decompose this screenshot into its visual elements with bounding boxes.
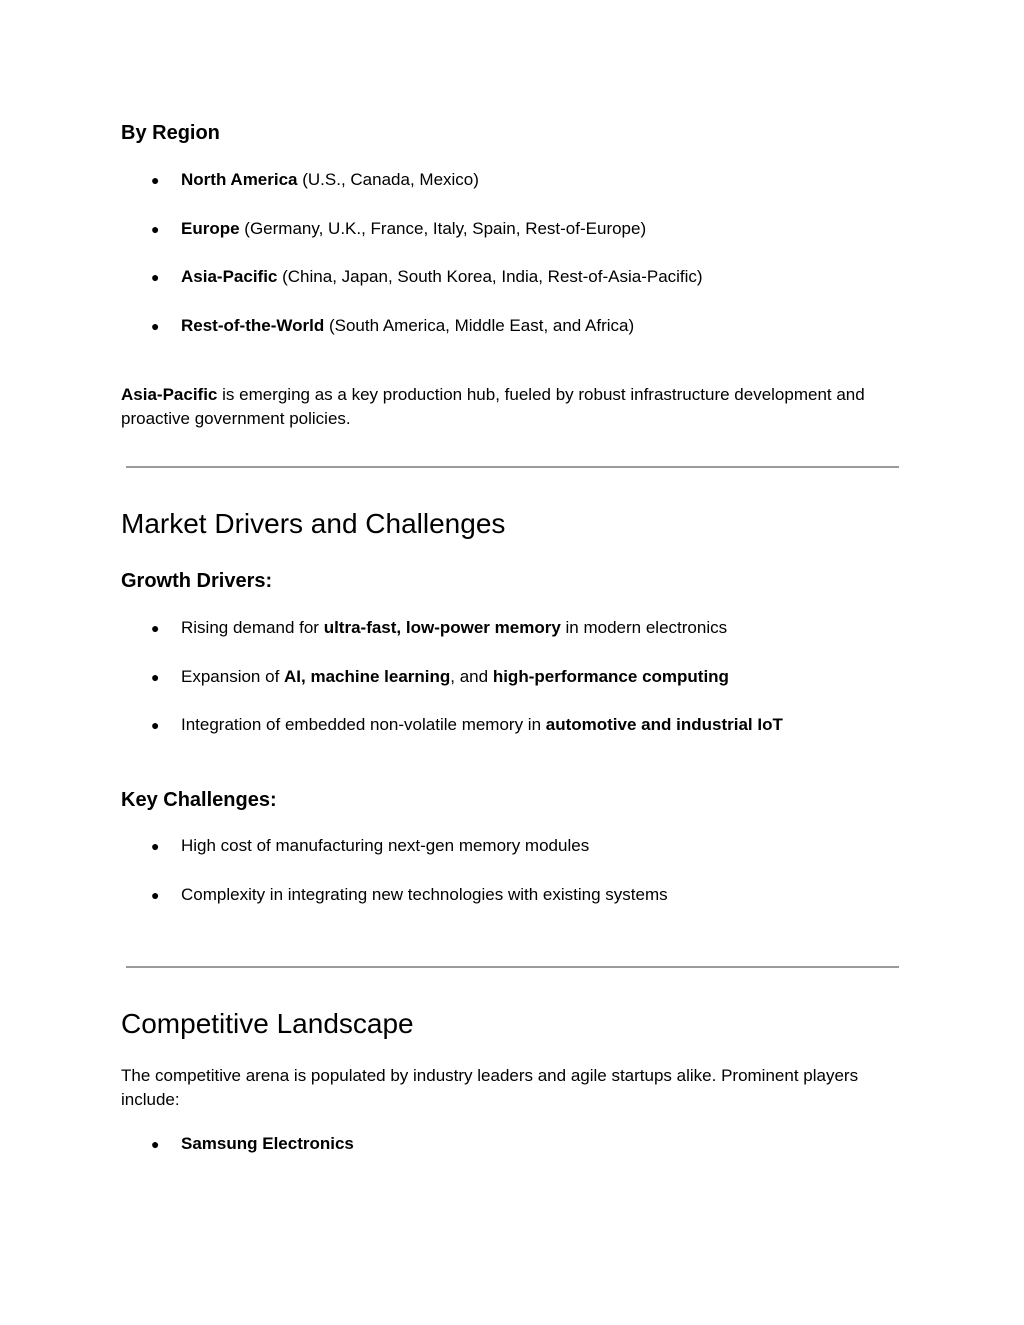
region-countries: (South America, Middle East, and Africa) bbox=[324, 316, 635, 335]
drivers-section-heading: Market Drivers and Challenges bbox=[121, 508, 506, 539]
growth-drivers-heading: Growth Drivers: bbox=[121, 570, 273, 592]
bullet-icon: ● bbox=[151, 838, 160, 854]
competitive-intro: The competitive arena is populated by industry leaders and agile startups alike. Prominent players include: bbox=[121, 1066, 859, 1109]
driver-text: in modern electronics bbox=[560, 618, 728, 637]
driver-emphasis: AI, machine learning bbox=[284, 667, 451, 686]
region-note-bold: Asia-Pacific bbox=[121, 385, 218, 404]
region-name: North America bbox=[181, 170, 298, 189]
bullet-icon: ● bbox=[151, 669, 160, 685]
region-countries: (China, Japan, South Korea, India, Rest-of-Asia-Pacific) bbox=[277, 267, 703, 286]
challenge-text: Complexity in integrating new technologies with existing systems bbox=[181, 885, 668, 904]
region-countries: (U.S., Canada, Mexico) bbox=[297, 170, 479, 189]
player-name: Samsung Electronics bbox=[181, 1134, 354, 1153]
bullet-icon: ● bbox=[151, 172, 160, 188]
driver-text: , and bbox=[450, 667, 493, 686]
driver-emphasis: automotive and industrial IoT bbox=[545, 715, 783, 734]
bullet-icon: ● bbox=[151, 1136, 160, 1152]
region-countries: (Germany, U.K., France, Italy, Spain, Rest-of-Europe) bbox=[239, 219, 647, 238]
driver-emphasis: ultra-fast, low-power memory bbox=[323, 618, 561, 637]
bullet-icon: ● bbox=[151, 717, 160, 733]
bullet-icon: ● bbox=[151, 620, 160, 636]
driver-emphasis: high-performance computing bbox=[492, 667, 729, 686]
region-note-text: is emerging as a key production hub, fueled by robust infrastructure development and proactive government policies. bbox=[121, 385, 865, 428]
horizontal-divider bbox=[126, 966, 899, 968]
key-challenges-heading: Key Challenges: bbox=[121, 789, 277, 811]
challenge-text: High cost of manufacturing next-gen memory modules bbox=[181, 836, 590, 855]
driver-text: Integration of embedded non-volatile memory in bbox=[181, 715, 546, 734]
competitive-section-heading: Competitive Landscape bbox=[121, 1008, 414, 1039]
region-name: Europe bbox=[181, 219, 240, 238]
region-name: Rest-of-the-World bbox=[181, 316, 325, 335]
by-region-heading: By Region bbox=[121, 122, 220, 144]
bullet-icon: ● bbox=[151, 318, 160, 334]
region-note bbox=[121, 383, 899, 431]
bullet-icon: ● bbox=[151, 221, 160, 237]
bullet-icon: ● bbox=[151, 269, 160, 285]
region-name: Asia-Pacific bbox=[181, 267, 278, 286]
horizontal-divider bbox=[126, 466, 899, 468]
driver-text: Rising demand for bbox=[181, 618, 324, 637]
driver-text: Expansion of bbox=[181, 667, 285, 686]
bullet-icon: ● bbox=[151, 887, 160, 903]
